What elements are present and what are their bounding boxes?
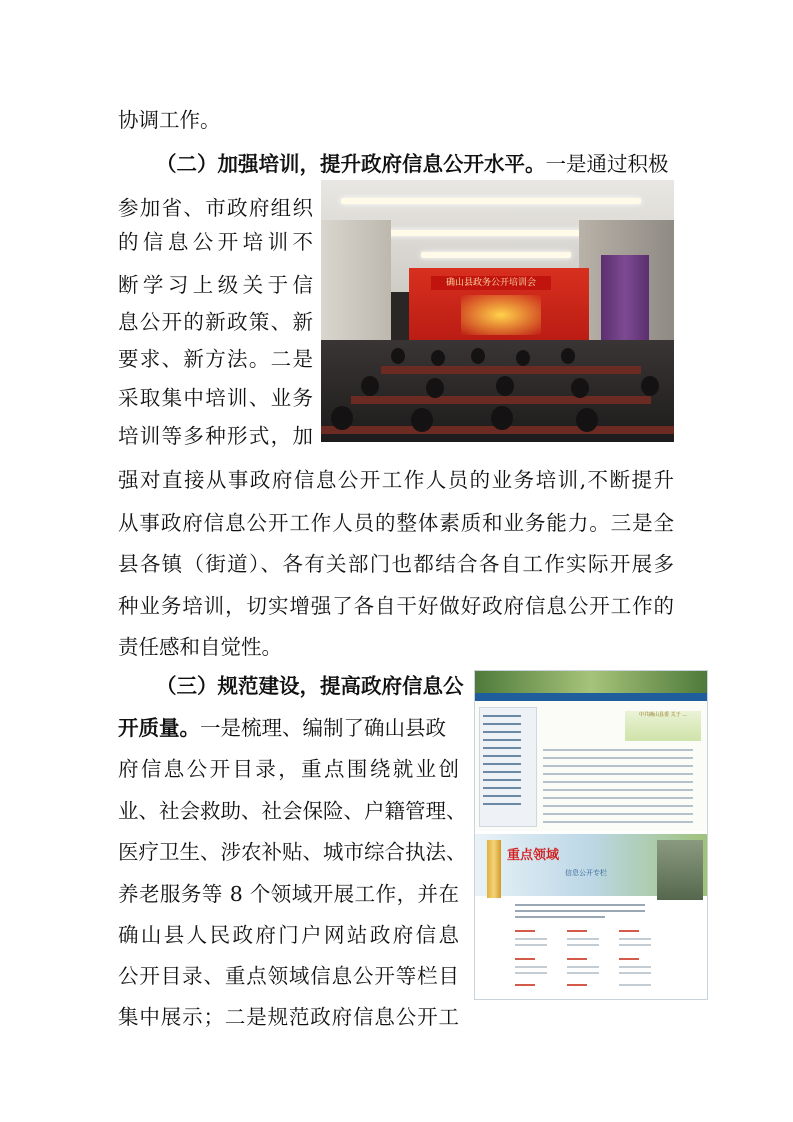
wrapped-line-1: 参加省、市政府组织 <box>118 196 313 220</box>
section-3-heading-end: 开质量。 <box>118 716 200 740</box>
pavilion-graphic <box>657 840 703 900</box>
section-3-wrapped-3: 医疗卫生、涉农补贴、城市综合执法、 <box>118 840 467 864</box>
section-3-wrapped-2: 业、社会救助、社会保险、户籍管理、 <box>118 799 467 823</box>
wrapped-line-4: 息公开的新政策、新 <box>118 310 313 334</box>
section-3-wrapped-5: 确山县人民政府门户网站政府信息 <box>118 923 459 947</box>
key-areas-title: 重点领域 <box>507 848 560 863</box>
full-line-4: 种业务培训，切实增强了各自干好做好政府信息公开工作的 <box>118 594 674 618</box>
wrapped-line-6: 采取集中培训、业务 <box>118 386 313 410</box>
catalog-sidebar <box>479 707 537 827</box>
section-3-wrapped-6: 公开目录、重点领域信息公开等栏目 <box>118 964 459 988</box>
section-3-wrapped-7: 集中展示；二是规范政府信息公开工 <box>118 1005 459 1029</box>
section-2-heading: （二）加强培训，提升政府信息公开水平。 <box>156 152 546 176</box>
section-3-line-2 <box>118 716 446 740</box>
wrapped-line-3: 断学习上级关于信 <box>118 273 313 297</box>
paragraph-2-first-line <box>156 152 669 176</box>
section-3-wrapped-1: 府信息公开目录，重点围绕就业创 <box>118 757 459 781</box>
website-screenshots <box>474 670 708 1000</box>
full-line-5: 责任感和自觉性。 <box>118 635 282 659</box>
wrapped-line-5: 要求、新方法。二是 <box>118 347 313 371</box>
wrapped-line-2: 的信息公开培训不 <box>118 230 313 254</box>
training-meeting-photo <box>321 180 674 442</box>
stage-banner: 确山县政务公开培训会 <box>431 276 551 290</box>
catalog-page-screenshot <box>475 671 707 831</box>
monument-graphic <box>487 840 501 898</box>
section-2-lead: 一是通过积极 <box>545 152 669 176</box>
full-line-1: 强对直接从事政府信息公开工作人员的业务培训,不断提升 <box>118 468 674 492</box>
section-3-wrapped-4: 养老服务等 8 个领域开展工作，并在 <box>118 882 459 906</box>
catalog-ad-banner: 中共确山县委 关于 ... <box>625 711 701 741</box>
wrapped-line-7: 培训等多种形式，加 <box>118 424 313 448</box>
paragraph-1-end: 协调工作。 <box>118 108 221 132</box>
full-line-3: 县各镇（街道）、各有关部门也都结合各自工作实际开展多 <box>118 552 674 576</box>
section-3-heading: （三）规范建设，提高政府信息公 <box>156 674 464 698</box>
key-areas-subtitle: 信息公开专栏 <box>565 869 607 877</box>
key-areas-page-screenshot <box>475 834 707 999</box>
section-3-lead: 一是梳理、编制了确山县政 <box>200 716 446 740</box>
full-line-2: 从事政府信息公开工作人员的整体素质和业务能力。三是全 <box>118 511 674 535</box>
